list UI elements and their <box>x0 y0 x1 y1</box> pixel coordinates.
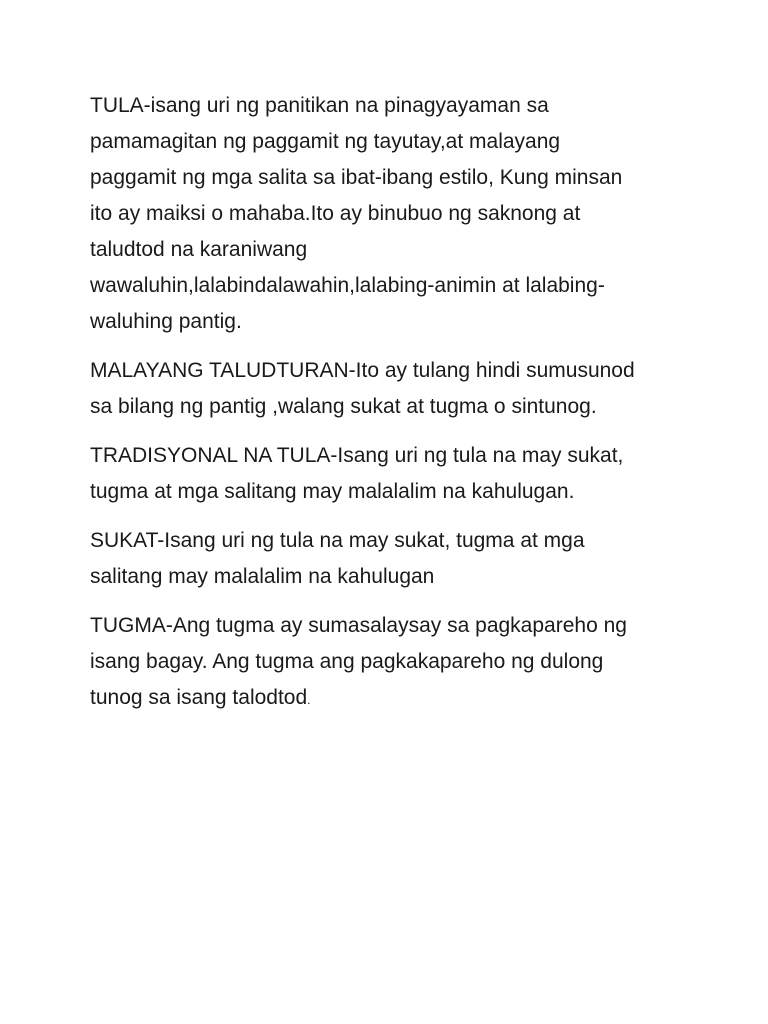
text-line: paggamit ng mga salita sa ibat-ibang estilo, Kung minsan <box>90 166 623 189</box>
text-line <box>90 680 690 718</box>
paragraph-tugma <box>90 608 690 718</box>
text-line: SUKAT-Isang uri ng tula na may sukat, tugma at mga <box>90 529 585 552</box>
text-line: isang bagay. Ang tugma ang pagkakapareho ng dulong <box>90 650 604 673</box>
text-line: sa bilang ng pantig ,walang sukat at tugma o sintunog. <box>90 395 597 418</box>
text-line: pamamagitan ng paggamit ng tayutay,at malayang <box>90 130 561 153</box>
text-line: tugma at mga salitang may malalalim na kahulugan. <box>90 480 575 503</box>
text-line: TRADISYONAL NA TULA-Isang uri ng tula na may sukat, <box>90 444 624 467</box>
text-line: taludtod na karaniwang <box>90 238 308 261</box>
text-line: MALAYANG TALUDTURAN-Ito ay tulang hindi sumusunod <box>90 359 635 382</box>
document-body <box>90 88 690 731</box>
text-line: salitang may malalalim na kahulugan <box>90 565 435 588</box>
paragraph-malayang-taludturan <box>90 353 690 425</box>
paragraph-sukat <box>90 523 690 595</box>
text-line: waluhing pantig. <box>90 310 242 333</box>
paragraph-tula <box>90 88 690 340</box>
paragraph-tradisyonal-na-tula <box>90 438 690 510</box>
text-line: ito ay maiksi o mahaba.Ito ay binubuo ng saknong at <box>90 202 581 225</box>
text-line-content: tunog sa isang talodtod <box>90 686 308 709</box>
text-line: TULA-isang uri ng panitikan na pinagyayaman sa <box>90 94 549 117</box>
text-line: wawaluhin,lalabindalawahin,lalabing-animin at lalabing- <box>90 274 605 297</box>
trailing-period: . <box>307 693 311 707</box>
text-line: TUGMA-Ang tugma ay sumasalaysay sa pagkapareho ng <box>90 614 627 637</box>
